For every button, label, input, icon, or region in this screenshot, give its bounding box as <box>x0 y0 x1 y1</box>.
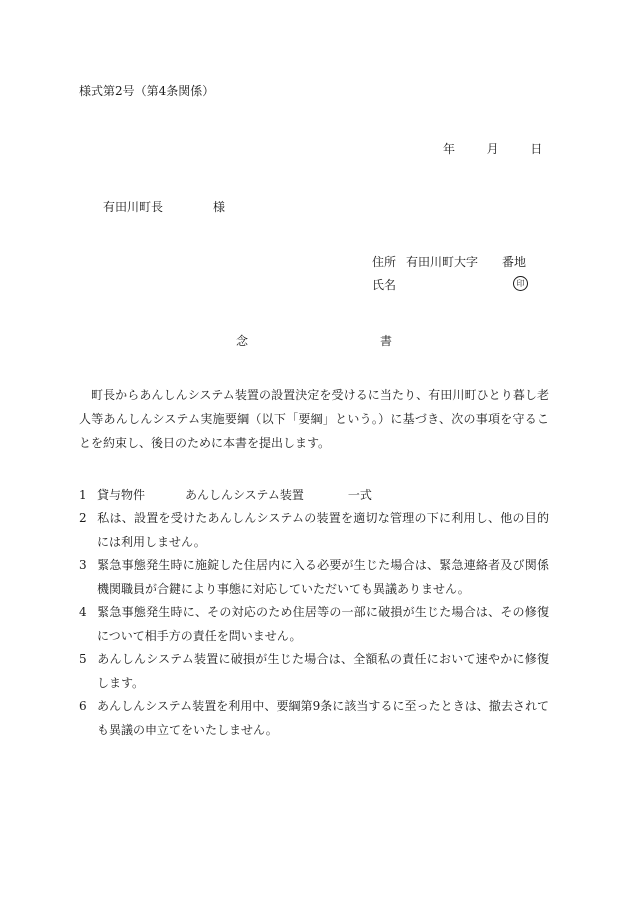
item-number: 6 <box>79 699 87 713</box>
document-title-right: 書 <box>380 334 393 348</box>
applicant-name <box>372 277 396 293</box>
addressee-honorific: 様 <box>213 200 226 214</box>
address-suffix: 番地 <box>502 255 527 269</box>
item-quantity: 一式 <box>347 488 372 502</box>
item-text: あんしんシステム装置を利用中、要綱第9条に該当するに至ったときは、撤去されても異議の申立てをいたしません。 <box>97 699 549 737</box>
intro-paragraph: 町長からあんしんシステム装置の設置決定を受けるに当たり、有田川町ひとり暮し老人等あんしんシステム実施要綱（以下「要綱」という。）に基づき、次の事項を守ることを約束し、後日のために本書を提出します。 <box>79 388 549 450</box>
date-day: 日 <box>530 142 543 156</box>
date-line <box>443 141 542 157</box>
list-item <box>79 553 549 601</box>
list-item <box>79 694 549 742</box>
applicant-address <box>372 254 526 270</box>
address-label: 住所 <box>372 255 397 269</box>
date-month: 月 <box>486 142 499 156</box>
item-number: 3 <box>79 558 87 572</box>
document-title-left: 念 <box>236 334 249 348</box>
form-number: 様式第2号（第4条関係） <box>79 84 215 98</box>
item-text: 私は、設置を受けたあんしんシステムの装置を適切な管理の下に利用し、他の目的には利用しません。 <box>97 511 549 549</box>
item-label: 貸与物件 <box>97 488 146 502</box>
item-number: 2 <box>79 511 87 525</box>
item-text: 緊急事態発生時に施錠した住居内に入る必要が生じた場合は、緊急連絡者及び関係機関職員が合鍵により事態に対応していただいても異議ありません。 <box>97 558 549 596</box>
item-value: あんしんシステム装置 <box>185 488 304 502</box>
item-number: 1 <box>79 488 87 502</box>
list-item <box>79 506 549 554</box>
list-item <box>79 647 549 695</box>
address-value: 有田川町大字 <box>406 255 479 269</box>
list-item <box>79 483 549 507</box>
seal-mark: 印 <box>513 276 528 291</box>
addressee <box>103 199 225 215</box>
item-number: 5 <box>79 652 87 666</box>
item-text: あんしんシステム装置に破損が生じた場合は、全額私の責任において速やかに修復します。 <box>97 652 549 690</box>
list-item <box>79 600 549 648</box>
addressee-name: 有田川町長 <box>103 200 164 214</box>
date-year: 年 <box>443 142 456 156</box>
item-text: 緊急事態発生時に、その対応のため住居等の一部に破損が生じた場合は、その修復について相手方の責任を問いません。 <box>97 605 549 643</box>
name-label: 氏名 <box>372 278 397 292</box>
item-number: 4 <box>79 605 87 619</box>
